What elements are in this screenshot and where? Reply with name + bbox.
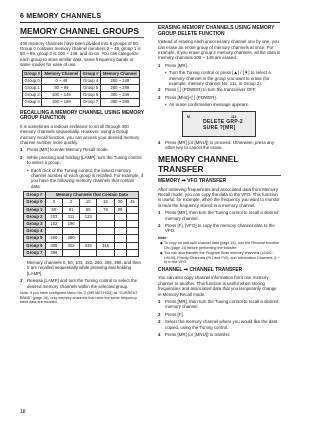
- table-cell: Group 6: [24, 242, 46, 249]
- step-item: [158, 332, 281, 337]
- step-item: [158, 87, 281, 92]
- step-text: Press [MR] (or [MNU]) to proceed. Otherwise, press any other key to cancel the erase.: [165, 139, 275, 151]
- right-column: [158, 26, 281, 339]
- table-cell: 305: [45, 242, 62, 249]
- table-cell: Group 4: [24, 228, 46, 235]
- table-cell: Group 4: [81, 77, 100, 84]
- step-item: [158, 312, 281, 317]
- table-cell: [126, 249, 138, 256]
- bullet-icon: •: [165, 70, 167, 76]
- table-cell: 50: [45, 206, 62, 213]
- note-text: To copy an odd-split channel data (page 15), turn the Reverse function ON (page 14) before performing the transfer.: [164, 241, 279, 250]
- table-cell: Group 5: [81, 84, 100, 91]
- table-cell: Group 0: [23, 77, 42, 84]
- step-text: Select the memory channel where you would like the data copied, using the Tuning control.: [165, 319, 278, 330]
- table-cell: 100 ~ 149: [42, 92, 81, 99]
- step-text: Press [MR], then turn the Tuning control to recall a desired memory channel.: [165, 299, 279, 310]
- table-cell: 123: [80, 213, 97, 220]
- bullet-item: [165, 102, 281, 107]
- step-number: 2: [20, 154, 23, 160]
- note-text: You can also transfer the Program Scan memory channels (L0/U0 ~ L9/U9), Priority Channels (Pr1 and Pr2), and Information Channels (1 ~ 6) to the VFO.: [164, 251, 281, 265]
- table-cell: 50 ~ 99: [42, 84, 81, 91]
- table-header: Group #: [24, 70, 41, 76]
- table-cell: [97, 235, 114, 242]
- bullet-icon: ◆: [160, 251, 163, 256]
- table-cell: 322: [62, 242, 79, 249]
- step-text: Press [MR], then turn the Tuning control to recall a desired memory channel.: [165, 210, 279, 221]
- table-cell: 300 ~ 349: [100, 92, 139, 99]
- table-cell: [114, 228, 126, 235]
- table-cell: [97, 249, 114, 256]
- step-number: 3: [20, 278, 23, 284]
- table-cell: 250 ~ 299: [100, 84, 139, 91]
- table-cell: 111: [62, 213, 79, 220]
- note-label: Note:: [158, 235, 168, 240]
- step-text: Press [F].: [165, 311, 184, 317]
- table-cell: [114, 221, 126, 228]
- step-number: 1: [158, 299, 161, 305]
- table-cell: 399: [45, 249, 62, 256]
- note-item: [160, 251, 281, 265]
- table-cell: 0: [45, 199, 62, 206]
- table-cell: [126, 228, 138, 235]
- table-header: Group #: [24, 192, 46, 199]
- section-title: 6 MEMORY CHANNELS: [20, 13, 102, 20]
- bullet-text: Each click of the Tuning control, the lowest memory channel number of each group is recalled. For example, if you have the following memory channels that contain data:: [31, 167, 144, 189]
- transfer-notes: [158, 236, 281, 265]
- table-cell: 2: [62, 199, 79, 206]
- after-table-text: Memory channels 0, 50, 103, 152, 260, 305, 399, and then 0 are recalled sequentially while pressing and holding [LAMP].: [27, 260, 141, 276]
- table-cell: [97, 221, 114, 228]
- step-item: [158, 319, 281, 330]
- table-row: [24, 213, 139, 220]
- step-number: 2: [158, 223, 161, 228]
- step-number: 1: [158, 62, 161, 68]
- lcd-channel-number: 111: [231, 114, 237, 119]
- lcd-display: [182, 111, 256, 137]
- table-cell: [126, 235, 138, 242]
- title-underline: [20, 37, 144, 38]
- bullet-text: Turn the Tuning control or press [▲] / [▼] to select a memory channel in the group you want to erase (for example, memory channel No. 111, in Group 2).: [169, 70, 271, 87]
- table-cell: [126, 221, 138, 228]
- table-cell: 65: [80, 206, 97, 213]
- bullet-icon: ◆: [160, 241, 163, 246]
- table-cell: 45: [126, 199, 138, 206]
- table-cell: Group 3: [24, 221, 46, 228]
- note-text: Note: If you have configured Menu No. 2 (MR METHOD) as "CURRENT BAND" (page 16), only memory channels that have the same frequency band data are recalled.: [20, 291, 138, 305]
- table-cell: [126, 213, 138, 220]
- bullet-item: [27, 168, 144, 190]
- table-cell: [62, 228, 79, 235]
- step-item: [158, 299, 281, 310]
- table-cell: [114, 242, 126, 249]
- table-cell: 152: [45, 221, 62, 228]
- table-cell: [126, 242, 138, 249]
- lcd-line-1: DELETE GRP-2: [203, 118, 243, 125]
- table-header: Memory Channels that Contain Data: [45, 192, 138, 199]
- step-item: [158, 140, 281, 151]
- erase-heading: ERASING MEMORY CHANNELS USING MEMORY GROUP DELETE FUNCTION: [158, 25, 275, 37]
- mem-vfo-heading: MEMORY ➡ VFO TRANSFER: [158, 177, 227, 184]
- table-cell: 280: [62, 235, 79, 242]
- table-cell: Group 7: [24, 249, 46, 256]
- table-header: Memory Channel: [42, 70, 81, 77]
- page-number: 18: [20, 409, 26, 415]
- table-cell: 150 ~ 199: [42, 99, 81, 106]
- table-cell: [62, 249, 79, 256]
- bullet-icon: •: [27, 167, 29, 173]
- table-cell: 15: [97, 199, 114, 206]
- table-row: [24, 199, 139, 206]
- table-cell: Group 5: [24, 235, 46, 242]
- step-text: Press [MR] to enter Memory Recall mode.: [27, 147, 109, 153]
- step-number: 2: [158, 311, 161, 317]
- table-cell: [45, 228, 62, 235]
- table-cell: [80, 221, 97, 228]
- step-number: 4: [158, 139, 161, 145]
- step-number: 2: [158, 87, 161, 93]
- table-cell: 10: [80, 199, 97, 206]
- table-cell: 0 ~ 49: [42, 77, 81, 84]
- table-header-row: [23, 70, 140, 77]
- step-item: [20, 147, 144, 152]
- recall-heading: RECALLING A MEMORY CHANNEL USING MEMORY GROUP FUNCTION: [20, 109, 144, 122]
- table-row: [24, 221, 139, 228]
- table-cell: 350 ~ 399: [100, 99, 139, 106]
- table-cell: 30: [114, 199, 126, 206]
- group-range-table: [22, 70, 140, 107]
- step-item: [158, 223, 281, 234]
- table-body: [24, 199, 139, 257]
- step-text: Press [ ] (POWER) to turn the transceiver OFF.: [165, 87, 257, 93]
- title-underline: [158, 175, 281, 176]
- table-cell: 333: [80, 242, 97, 249]
- table-cell: [114, 249, 126, 256]
- step-number: 3: [158, 319, 161, 325]
- mem-vfo-intro: After retrieving frequencies and associated data from Memory Recall mode, you can copy the data to the VFO. This function is useful, for example, when the frequency you want to monitor is near the frequency stored in a memory channel.: [158, 186, 280, 208]
- bullet-icon: •: [165, 102, 167, 108]
- step-item: [20, 155, 144, 166]
- table-cell: 61: [62, 206, 79, 213]
- step-number: 1: [20, 147, 23, 153]
- step-item: [158, 63, 281, 68]
- table-cell: [97, 228, 114, 235]
- table-cell: Group 1: [24, 206, 46, 213]
- step-number: 1: [158, 210, 161, 216]
- table-cell: [114, 235, 126, 242]
- table-cell: 345: [97, 242, 114, 249]
- transfer-title: MEMORY CHANNEL TRANSFER: [158, 154, 239, 175]
- step-number: 4: [158, 332, 161, 338]
- step-item: [158, 210, 281, 221]
- ch-ch-intro: You can also copy channel information from one memory channel to another. This function is useful when storing frequencies and associated data that you temporarily change in Memory Recall mode.: [158, 275, 277, 297]
- table-row: [23, 77, 140, 84]
- lcd-line-2: SURE ?[MR]: [203, 125, 236, 132]
- step-text: Release [LAMP] and turn the Tuning control to select the desired memory channels within the selected group.: [27, 278, 138, 289]
- table-row: [24, 206, 139, 213]
- table-cell: [80, 235, 97, 242]
- table-header: Group #: [82, 70, 99, 76]
- groups-intro: 400 memory channels have been divided into 8 groups of 50. Group 0 contains memory channel numbers 0 ~ 49, group 1 is 50 ~ 99, group 2 is 100 ~ 149, and so on. You can categorize each group to store similar data, same frequency bands or same modes for ease of use.: [20, 40, 141, 68]
- table-cell: 78: [97, 206, 114, 213]
- step-item: [158, 95, 281, 100]
- table-cell: Group 2: [23, 92, 42, 99]
- table-row: [23, 84, 140, 91]
- table-cell: 98: [114, 206, 126, 213]
- table-row: [24, 242, 139, 249]
- table-cell: Group 0: [24, 199, 46, 206]
- table-cell: Group 2: [24, 213, 46, 220]
- left-column: [20, 26, 144, 308]
- header-divider: [20, 22, 280, 23]
- bullet-text: An erase confirmation message appears.: [169, 102, 250, 108]
- groups-title: MEMORY CHANNEL GROUPS: [20, 26, 139, 36]
- table-cell: Group 7: [81, 99, 100, 106]
- step-text: Press [F], [VFO] to copy the memory channel data to the VFO.: [165, 223, 275, 234]
- bullet-item: [165, 70, 281, 86]
- table-row: [24, 228, 139, 235]
- step-text: Press [MR] (or [MNU]) to transfer.: [165, 332, 231, 338]
- table-cell: [80, 249, 97, 256]
- table-cell: Group 3: [23, 99, 42, 106]
- table-cell: [97, 213, 114, 220]
- step-item: [20, 278, 144, 289]
- table-row: [24, 249, 139, 256]
- table-cell: Group 1: [23, 84, 42, 91]
- table-header-row: [24, 192, 139, 199]
- table-row: [23, 99, 140, 106]
- table-header: Memory Channel: [100, 70, 139, 77]
- table-cell: [80, 228, 97, 235]
- erase-intro: Instead of erasing each unnecessary channel one by one, you can erase an entire group of memory channels at once. For example, if you erase group 2 memory channels, all the data in memory channels 100 ~ 149 are erased.: [158, 39, 281, 61]
- step-text: Press [MR].: [165, 62, 188, 68]
- table-row: [24, 235, 139, 242]
- lcd-memory-indicator: M: [187, 114, 190, 119]
- table-cell: 103: [45, 213, 62, 220]
- table-cell: 260: [45, 235, 62, 242]
- step-number: 3: [158, 94, 161, 100]
- ch-ch-heading: CHANNEL ➡ CHANNEL TRANSFER: [158, 266, 243, 273]
- note-item: [160, 241, 281, 250]
- step-text: Press [MHz]+[ ] (POWER).: [165, 94, 218, 100]
- table-cell: 200 ~ 249: [100, 77, 139, 84]
- recall-intro: It is sometimes a tedious endeavor to scroll through 400 memory channels sequentially. However, using a Group memory recall function, you can access your desired memory channel number more quickly.: [20, 123, 140, 145]
- step-text: While pressing and holding [LAMP], turn the Tuning control to select a group.: [27, 154, 142, 166]
- table-cell: Group 6: [81, 92, 100, 99]
- table-cell: [126, 206, 138, 213]
- table-row: [23, 92, 140, 99]
- table-cell: 196: [62, 221, 79, 228]
- group-data-table: [23, 191, 139, 257]
- table-cell: [114, 213, 126, 220]
